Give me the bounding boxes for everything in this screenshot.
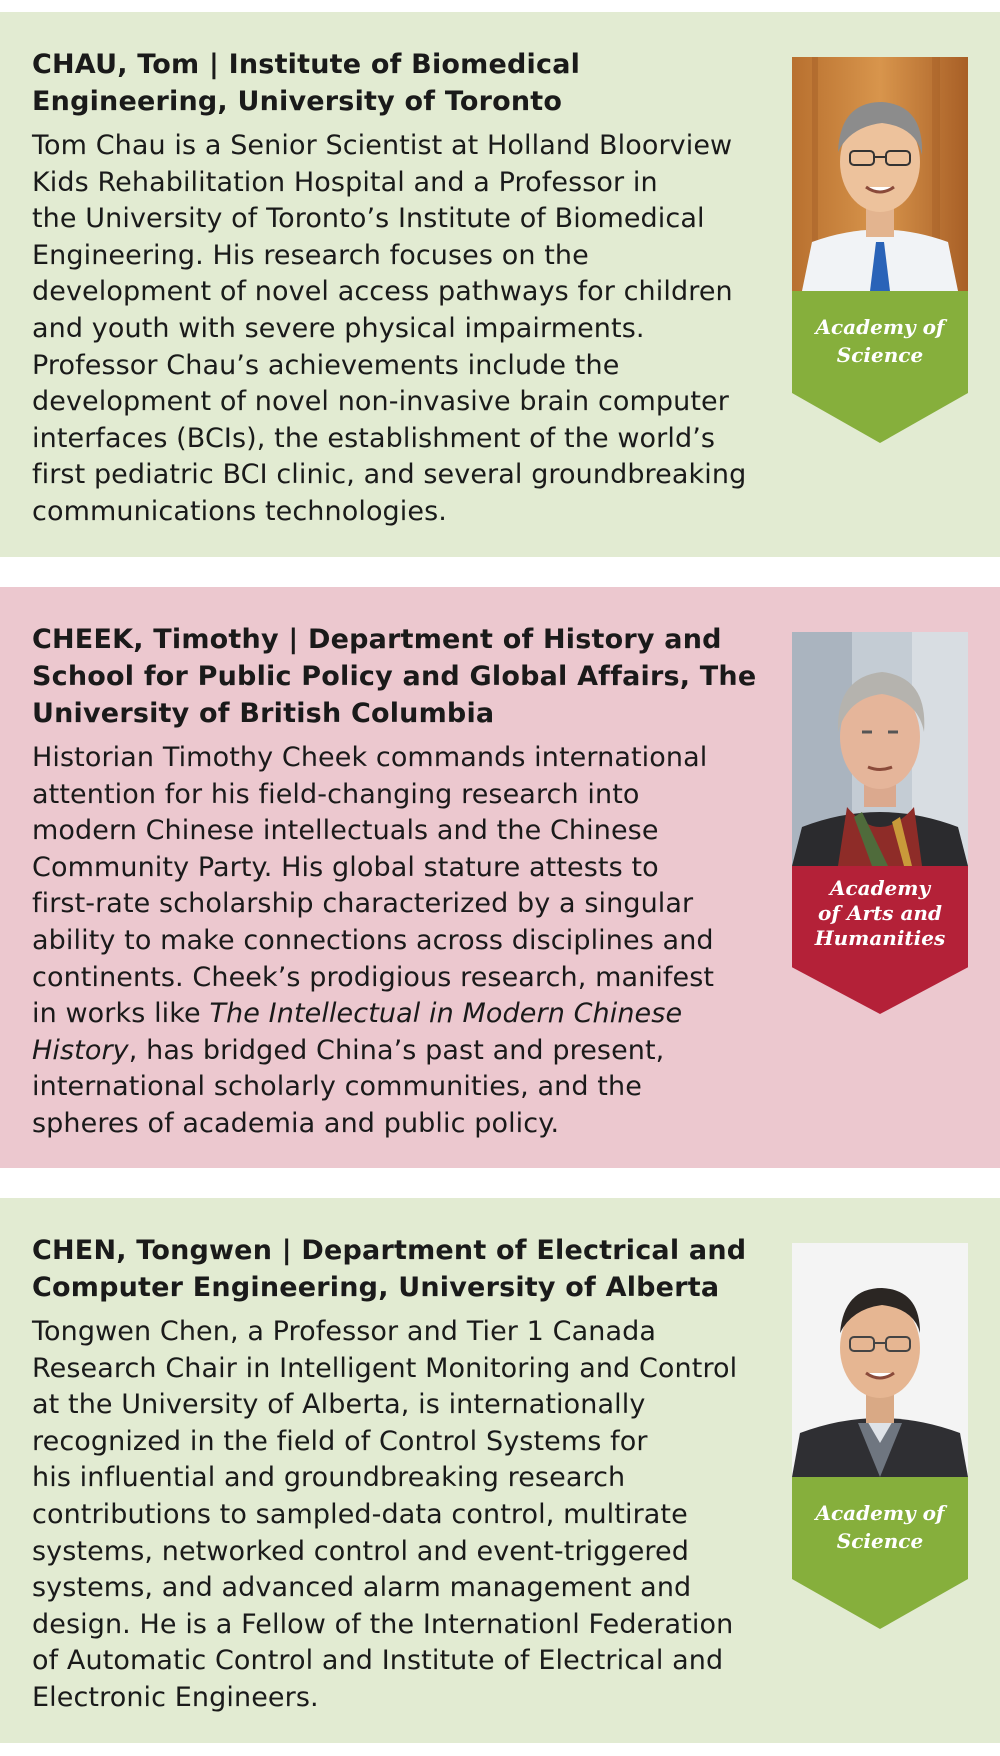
fellow-heading-cheek <box>32 621 772 732</box>
bio-line: first-rate scholarship characterized by a singular <box>32 888 694 920</box>
fellow-heading-chen <box>32 1232 772 1306</box>
portrait-illustration <box>792 57 968 291</box>
academy-label-line: Science <box>836 1529 924 1553</box>
fellow-side-cheek <box>792 632 968 1052</box>
academy-badge-chau <box>792 291 968 443</box>
academy-label-line: Academy of <box>815 1501 945 1525</box>
portrait-photo-chau <box>792 57 968 291</box>
academy-label-line: Science <box>836 343 924 367</box>
bio-line: development of novel non-invasive brain computer <box>32 386 729 418</box>
fellow-card-cheek <box>0 587 1000 1168</box>
academy-label <box>792 876 968 951</box>
academy-badge-chen <box>792 1477 968 1629</box>
bio-line: Community Party. His global stature attests to <box>32 851 659 883</box>
heading-line: CHEN, Tongwen | Department of Electrical and <box>32 1235 747 1266</box>
heading-line: School for Public Policy and Global Affairs, The <box>32 661 757 692</box>
fellow-side-chau <box>792 57 968 457</box>
fellow-bio-cheek <box>32 740 772 1143</box>
bio-line: systems, networked control and event-triggered <box>32 1535 689 1567</box>
bio-line: international scholarly communities, and the <box>32 1071 642 1103</box>
fellow-bio-chau <box>32 128 772 531</box>
fellow-side-chen <box>792 1243 968 1643</box>
heading-line: Computer Engineering, University of Alberta <box>32 1272 720 1303</box>
bio-line: Kids Rehabilitation Hospital and a Professor in <box>32 166 658 198</box>
bio-line <box>32 996 772 1033</box>
portrait-illustration <box>792 632 968 866</box>
bio-line: contributions to sampled-data control, multirate <box>32 1498 688 1530</box>
bio-line: of Automatic Control and Institute of Electrical and <box>32 1645 724 1677</box>
bio-line: interfaces (BCIs), the establishment of the world’s <box>32 422 716 454</box>
bio-line: his influential and groundbreaking research <box>32 1462 626 1494</box>
academy-label <box>792 1499 968 1555</box>
bio-line: modern Chinese intellectuals and the Chinese <box>32 815 659 847</box>
academy-label-line: Humanities <box>814 926 946 950</box>
fellow-bio-chen <box>32 1314 772 1717</box>
heading-line: CHEEK, Timothy | Department of History and <box>32 624 722 655</box>
portrait-photo-chen <box>792 1243 968 1477</box>
bio-text: , has bridged China’s past and present, <box>128 1034 665 1066</box>
bio-line <box>32 1033 772 1070</box>
book-title: History <box>32 1034 129 1066</box>
bio-line: design. He is a Fellow of the Internationl Federation <box>32 1608 734 1640</box>
academy-label <box>792 313 968 369</box>
bio-line: ability to make connections across disciplines and <box>32 924 714 956</box>
academy-label-line: of Arts and <box>818 901 942 925</box>
bio-line: development of novel access pathways for children <box>32 276 733 308</box>
fellow-text-chau <box>32 46 772 531</box>
bio-line: at the University of Alberta, is internationally <box>32 1389 646 1421</box>
heading-line: Engineering, University of Toronto <box>32 86 563 117</box>
portrait-photo-cheek <box>792 632 968 866</box>
bio-line: Tom Chau is a Senior Scientist at Holland Bloorview <box>32 130 733 161</box>
bio-line: systems, and advanced alarm management and <box>32 1572 692 1604</box>
bio-line: first pediatric BCI clinic, and several groundbreaking <box>32 459 747 491</box>
bio-line: Electronic Engineers. <box>32 1681 319 1713</box>
bio-line: recognized in the field of Control Systems for <box>32 1425 648 1457</box>
bio-line: and youth with severe physical impairments. <box>32 312 645 344</box>
fellow-card-chau <box>0 12 1000 557</box>
fellow-text-chen <box>32 1232 772 1717</box>
bio-line: attention for his field-changing research into <box>32 778 640 810</box>
bio-line: Professor Chau’s achievements include the <box>32 349 620 381</box>
bio-line: Engineering. His research focuses on the <box>32 239 589 271</box>
book-title: The Intellectual in Modern Chinese <box>209 998 683 1030</box>
fellow-heading-chau <box>32 46 772 120</box>
bio-line: the University of Toronto’s Institute of Biomedical <box>32 203 705 235</box>
portrait-illustration <box>792 1243 968 1477</box>
academy-badge-cheek <box>792 866 968 1014</box>
heading-line: CHAU, Tom | Institute of Biomedical <box>32 49 581 80</box>
fellow-card-chen <box>0 1198 1000 1743</box>
bio-line: Research Chair in Intelligent Monitoring and Control <box>32 1352 738 1384</box>
academy-label-line: Academy of <box>815 315 945 339</box>
academy-label-line: Academy <box>829 876 931 900</box>
bio-text: in works like <box>32 998 210 1030</box>
bio-line: communications technologies. <box>32 495 447 527</box>
bio-line: spheres of academia and public policy. <box>32 1107 560 1139</box>
bio-line: continents. Cheek’s prodigious research, manifest <box>32 961 715 993</box>
bio-line: Tongwen Chen, a Professor and Tier 1 Canada <box>32 1316 656 1347</box>
heading-line: University of British Columbia <box>32 698 495 729</box>
fellow-text-cheek <box>32 621 772 1143</box>
bio-line: Historian Timothy Cheek commands international <box>32 742 708 773</box>
